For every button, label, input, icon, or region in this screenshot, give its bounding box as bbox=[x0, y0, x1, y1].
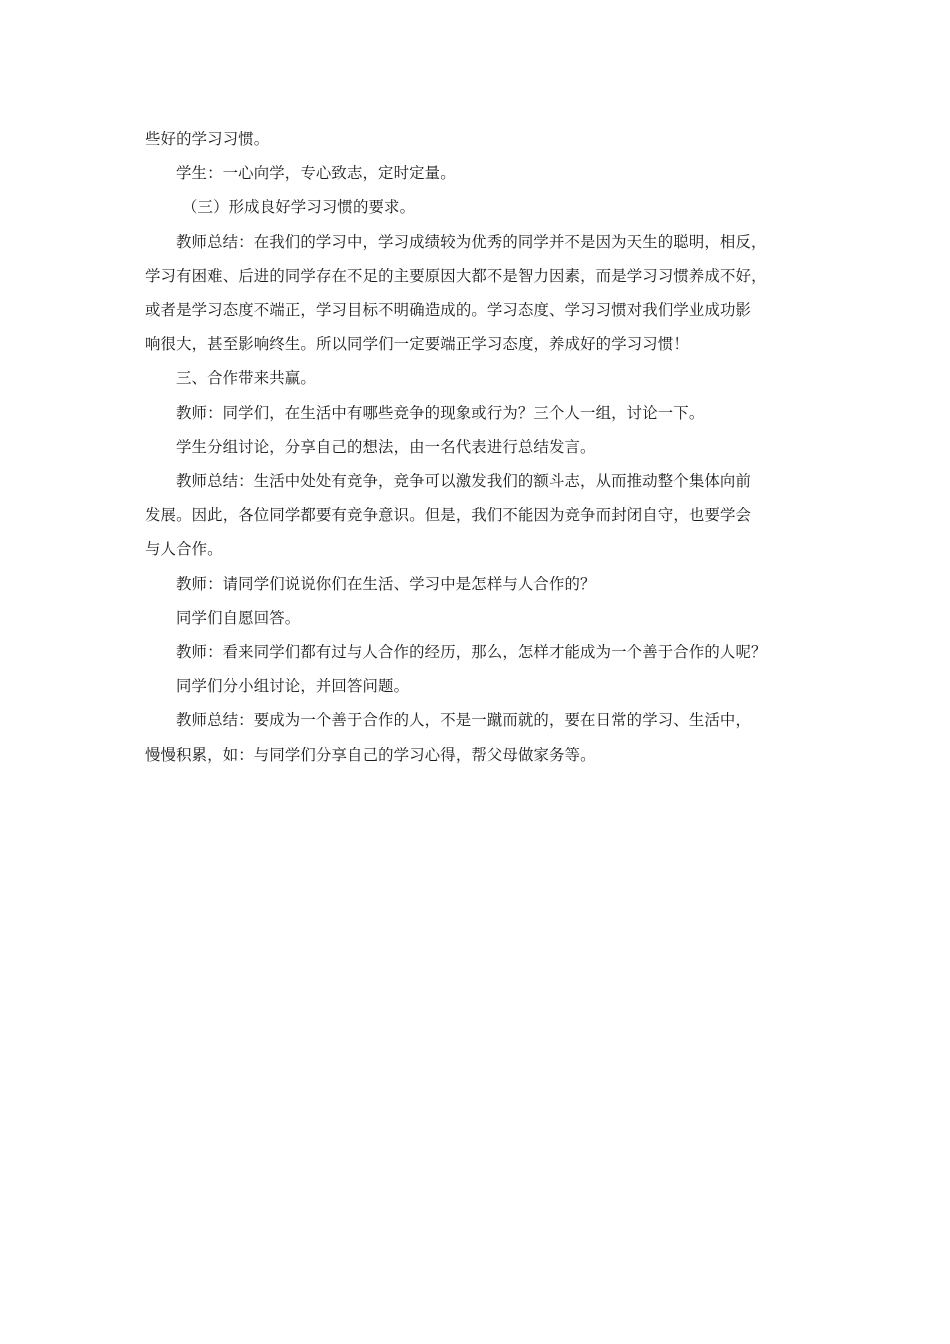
text-line: 教师：看来同学们都有过与人合作的经历，那么，怎样才能成为一个善于合作的人呢？ bbox=[176, 643, 767, 662]
text-line: 教师：同学们，在生活中有哪些竞争的现象或行为？三个人一组，讨论一下。 bbox=[176, 403, 705, 422]
text-line: 学生分组讨论，分享自己的想法，由一名代表进行总结发言。 bbox=[176, 437, 596, 456]
text-line: 学习有困难、后进的同学存在不足的主要原因大都不是智力因素，而是学习习惯养成不好， bbox=[145, 266, 767, 285]
text-line: 教师：请同学们说说你们在生活、学习中是怎样与人合作的？ bbox=[176, 574, 596, 593]
text-line: 教师总结：要成为一个善于合作的人，不是一蹴而就的，要在日常的学习、生活中， bbox=[176, 711, 752, 730]
text-line: 些好的学习习惯。 bbox=[145, 130, 270, 148]
text-line: 同学们自愿回答。 bbox=[176, 608, 301, 627]
text-line: 或者是学习态度不端正，学习目标不明确造成的。学习态度、学习习惯对我们学业成功影 bbox=[145, 301, 752, 320]
text-line: 响很大，甚至影响终生。所以同学们一定要端正学习态度，养成好的学习习惯！ bbox=[145, 335, 689, 354]
text-line: 教师总结：生活中处处有竞争，竞争可以激发我们的额斗志，从而推动整个集体向前 bbox=[176, 472, 752, 491]
text-line: 教师总结：在我们的学习中，学习成绩较为优秀的同学并不是因为天生的聪明，相反， bbox=[176, 232, 767, 251]
text-line: 学生：一心向学，专心致志，定时定量。 bbox=[176, 164, 456, 183]
section-heading: 三、合作带来共赢。 bbox=[176, 369, 316, 388]
document-body bbox=[145, 122, 815, 772]
text-line: 发展。因此，各位同学都要有竞争意识。但是，我们不能因为竞争而封闭自守，也要学会 bbox=[145, 506, 752, 525]
section-heading: （三）形成良好学习习惯的要求。 bbox=[182, 198, 416, 217]
text-line: 慢慢积累，如：与同学们分享自己的学习心得，帮父母做家务等。 bbox=[145, 745, 596, 764]
text-line: 与人合作。 bbox=[145, 540, 223, 559]
text-line: 同学们分小组讨论，并回答问题。 bbox=[176, 677, 410, 696]
